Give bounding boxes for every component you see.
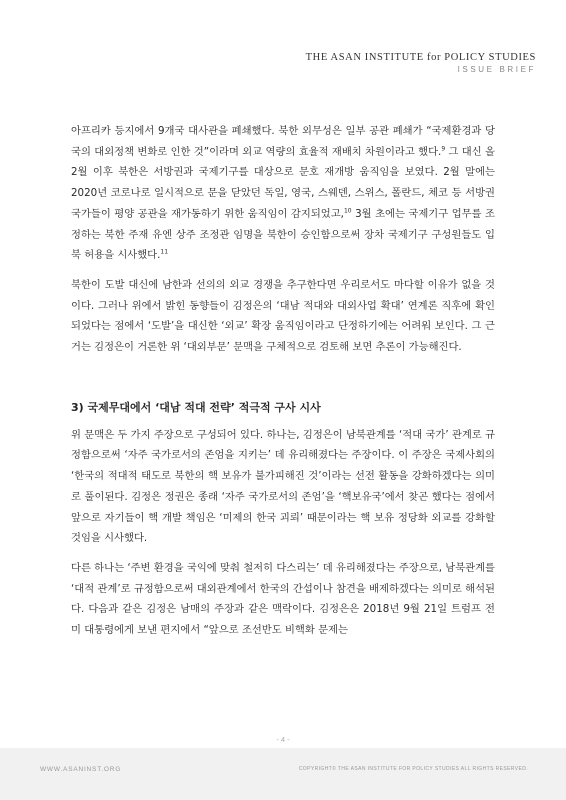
copyright-notice: COPYRIGHT© THE ASAN INSTITUTE FOR POLICY STUDIES ALL RIGHTS RESERVED. xyxy=(298,766,528,772)
document-body xyxy=(71,121,495,641)
page-number: - 4 - xyxy=(276,735,290,744)
footnote-ref-9[interactable]: 9 xyxy=(441,145,446,153)
series-label: ISSUE BRIEF xyxy=(457,65,536,74)
website-link[interactable]: WWW.ASANINST.ORG xyxy=(40,766,122,773)
paragraph-1 xyxy=(71,121,495,266)
institute-name: THE ASAN INSTITUTE for POLICY STUDIES xyxy=(305,52,536,63)
footnote-ref-11[interactable]: 11 xyxy=(160,248,169,256)
page-footer xyxy=(0,748,566,800)
paragraph-4: 다른 하나는 ‘주변 환경을 국익에 맞춰 철저히 다스리는’ 데 유리해졌다는 주장으로, 남북관계를 ‘대적 관계’로 규정함으로써 대외관계에서 한국의 간섭이나 참견을 배제하겠다는 의미로 해석된다. 다음과 같은 김정은 남매의 주장과 같은 맥락이다. 김정은은 2018년 9월 21일 트럼프 전 미 대통령에게 보낸 편지에서 “앞으로 조선반도 비핵화 문제는 xyxy=(71,561,495,637)
section-heading: 3) 국제무대에서 ‘대남 적대 전략’ 적극적 구사 시사 xyxy=(71,400,321,414)
footnote-ref-10[interactable]: 10 xyxy=(343,207,352,215)
paragraph-1-text-c: 3월 초에는 국제기구 업무를 조정하는 북한 주재 유엔 상주 조정관 임명을 북한이 승인함으로써 장차 국제기구 구성원들도 입북 허용을 시사했다. xyxy=(71,207,495,262)
paragraph-3: 위 문맥은 두 가지 주장으로 구성되어 있다. 하나는, 김정은이 남북관계를 ‘적대 국가’ 관계로 규정함으로써 ‘자주 국가로서의 존엄을 지키는’ 데 유리해졌다는 주장이다. 이 주장은 국제사회의 ‘한국의 적대적 태도로 북한의 핵 보유가 불가피해진 것’이라는 선전 활동을 강화하겠다는 의미로 풀이된다. 김정은 정권은 종래 ‘자주 국가로서의 존엄’을 ‘핵보유국’에서 찾곤 했다는 점에서 앞으로 자기들이 핵 개발 책임은 ‘미제의 한국 괴뢰’ 때문이라는 핵 보유 정당화 외교를 강화할 것임을 시사했다. xyxy=(71,428,495,545)
document-header xyxy=(306,52,536,75)
paragraph-1-text-a: 아프리카 등지에서 9개국 대사관을 폐쇄했다. 북한 외무성은 일부 공관 폐쇄가 “국제환경과 당국의 대외정책 변화로 인한 것”이라며 외교 역량의 효율적 재배치 차원이라고 했다. xyxy=(71,125,495,158)
paragraph-1-text-b: 그 대신 올 2월 이후 북한은 서방권과 국제기구를 대상으로 문호 재개방 움직임을 보였다. 2월 말에는 2020년 코로나로 일시적으로 문을 닫았던 독일, 영국, 스웨덴, 스위스, 폴란드, 체코 등 서방권 국가들이 평양 공관을 재가동하기 위한 움직임이 감지되었고, xyxy=(71,145,495,220)
paragraph-2: 북한이 도발 대신에 남한과 선의의 외교 경쟁을 추구한다면 우리로서도 마다할 이유가 없을 것이다. 그러나 위에서 밝힌 동향들이 김정은의 ‘대남 적대와 대외사업 확대’ 연계론 직후에 확인되었다는 점에서 ‘도발’을 대신한 ‘외교’ 확장 움직임이라고 단정하기에는 어려워 보인다. 그 근거는 김정은이 거론한 위 ‘대외부문’ 문맥을 구체적으로 검토해 보면 추론이 가능해진다. xyxy=(71,278,495,354)
